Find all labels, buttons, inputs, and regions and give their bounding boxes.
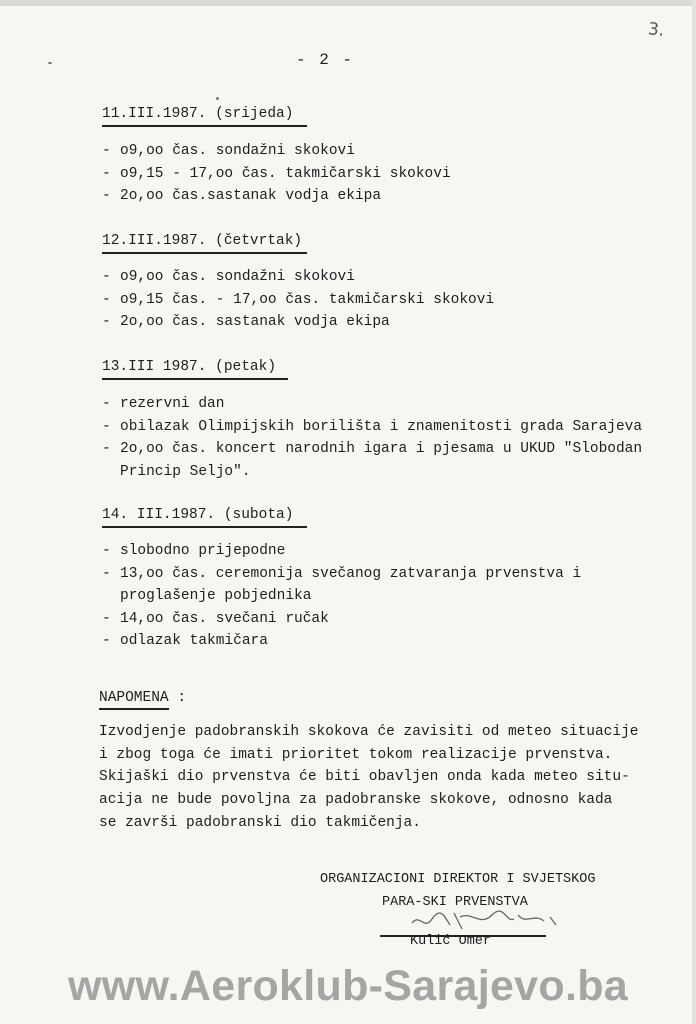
page-edge-right — [692, 0, 696, 1024]
day-title: 13.III 1987. (petak) — [102, 359, 277, 375]
title-underline — [102, 526, 307, 528]
signer-title: ORGANIZACIONI DIREKTOR I SVJETSKOG — [320, 872, 596, 887]
scan-speck — [216, 97, 219, 100]
handwritten-signature — [410, 905, 570, 935]
note-line: se završi padobranski dio takmičenja. — [99, 814, 421, 831]
note-title: NAPOMENA : — [99, 690, 187, 706]
handwritten-page-mark: 3. — [646, 19, 666, 41]
day-title: 11.III.1987. (srijeda) — [102, 106, 294, 122]
note-line: Skijaški dio prvenstva će biti obavljen onda kada meteo situ- — [99, 769, 630, 786]
day-title: 12.III.1987. (četvrtak) — [102, 233, 303, 249]
note-body — [99, 721, 639, 834]
title-underline — [102, 378, 288, 380]
day-title: 14. III.1987. (subota) — [102, 507, 294, 523]
day-section — [102, 357, 288, 380]
signature-block — [320, 872, 596, 910]
scan-speck — [48, 62, 52, 64]
title-underline — [102, 125, 307, 127]
page-edge — [0, 0, 696, 6]
title-underline — [102, 252, 307, 254]
note-line: acija ne bude povoljna za padobranske skokove, odnosno kada — [99, 792, 613, 809]
day-section — [102, 104, 307, 127]
day-section — [102, 231, 307, 254]
note-title-underline — [99, 708, 169, 710]
page-number: - 2 - — [296, 51, 355, 69]
note-line: Izvodjenje padobranskih skokova će zavisiti od meteo situacije — [99, 724, 639, 740]
signer-name: Kulić Omer — [410, 934, 492, 949]
watermark: www.Aeroklub-Sarajevo.ba — [68, 962, 628, 1010]
note-line: i zbog toga će imati prioritet tokom realizacije prvenstva. — [99, 746, 613, 763]
signer-organization: PARA-SKI PRVENSTVA — [382, 895, 528, 910]
day-section — [102, 505, 307, 528]
